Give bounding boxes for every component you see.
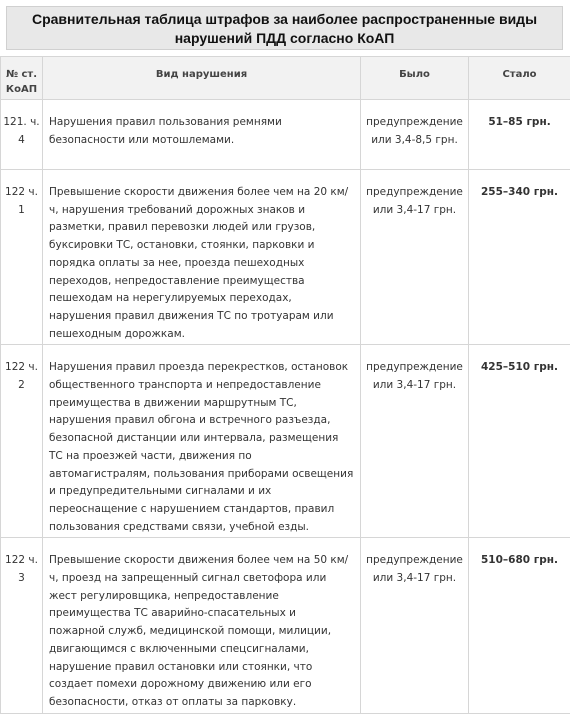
was-cell: предупреждение или 3,4-17 грн.: [361, 170, 469, 345]
header-was: Было: [361, 57, 469, 100]
table-header-row: [1, 57, 570, 100]
violation-cell: Нарушения правил пользования ремнями безопасности или мотошлемами.: [43, 100, 361, 170]
violation-cell: Превышение скорости движения более чем на 50 км/ч, проезд на запрещенный сигнал светофора или жест регулировщика, непредоставление преимущества ТС аварийно-спасательных и пожарной служб, медицинской помощи, милиции, двигающимся с включенными спецсигналами, нарушение правил остановки или стоянки, что создает помехи дорожному движению или его безопасности, отказ от оплаты за парковку.: [43, 538, 361, 713]
now-cell: 51–85 грн.: [469, 100, 570, 170]
header-article: № ст. КоАП: [1, 57, 43, 100]
table-row: [1, 170, 570, 345]
article-cell: 122 ч. 3: [1, 538, 43, 713]
page-title: Сравнительная таблица штрафов за наиболее распространенные виды нарушений ПДД согласно КоАП: [6, 6, 563, 50]
table-row: [1, 345, 570, 538]
header-now: Стало: [469, 57, 570, 100]
now-cell: 425–510 грн.: [469, 345, 570, 538]
violation-cell: Нарушения правил проезда перекрестков, остановок общественного транспорта и непредоставление преимущества в движении маршрутным ТС, нарушения правил обгона и встречного разъезда, безопасной дистанции или интервала, размещения ТС на проезжей части, движения по автомагистралям, пользования приборами освещения и предупредительными сигналами и их переоснащение с нарушением стандартов, правил пользования средствами связи, учебной езды.: [43, 345, 361, 538]
article-cell: 122 ч. 2: [1, 345, 43, 538]
fines-table: [0, 56, 570, 714]
now-cell: 510–680 грн.: [469, 538, 570, 713]
now-cell: 255–340 грн.: [469, 170, 570, 345]
table-row: [1, 538, 570, 713]
was-cell: предупреждение или 3,4-17 грн.: [361, 538, 469, 713]
table-row: [1, 100, 570, 170]
article-cell: 122 ч. 1: [1, 170, 43, 345]
header-violation: Вид нарушения: [43, 57, 361, 100]
was-cell: предупреждение или 3,4-8,5 грн.: [361, 100, 469, 170]
violation-cell: Превышение скорости движения более чем на 20 км/ч, нарушения требований дорожных знаков и разметки, правил перевозки людей или грузов, буксировки ТС, остановки, стоянки, парковки и порядка оплаты за нее, проезда пешеходных переходов, непредоставление преимущества пешеходам на нерегулируемых переходах, нарушения правил движения ТС по тротуарам или пешеходным дорожкам.: [43, 170, 361, 345]
article-cell: 121. ч. 4: [1, 100, 43, 170]
was-cell: предупреждение или 3,4-17 грн.: [361, 345, 469, 538]
